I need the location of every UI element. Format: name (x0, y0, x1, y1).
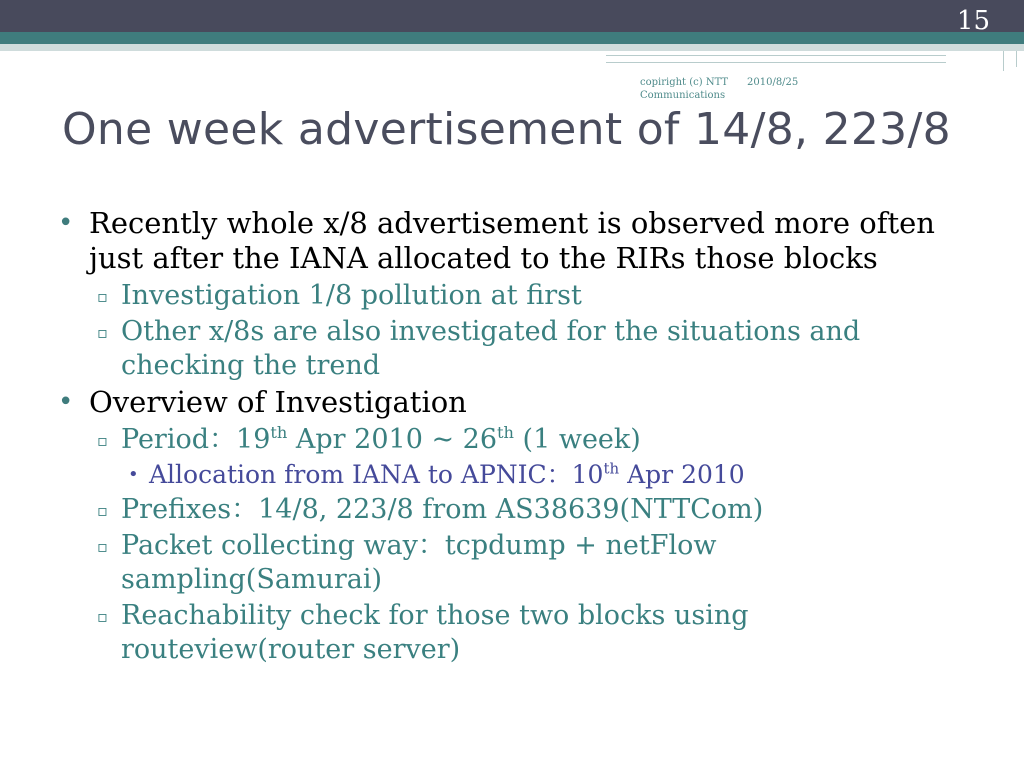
sub-bullet-item (58, 599, 958, 667)
sub-sub-bullet-text: Allocation from IANA to APNIC：10th Apr 2010 (149, 459, 745, 489)
bullet-item (58, 385, 958, 420)
slide-title: One week advertisement of 14/8, 223/8 (62, 104, 951, 155)
decorative-line (1003, 51, 1004, 71)
sub-bullet-item (58, 279, 958, 313)
sub-bullet-text: Investigation 1/8 pollution at first (121, 280, 582, 311)
decorative-line (606, 62, 946, 63)
sub-bullet-text: Packet collecting way：tcpdump + netFlow sampling(Samurai) (121, 530, 717, 595)
bullet-dot-icon: • (58, 387, 74, 417)
bullet-dot-icon: • (58, 208, 74, 238)
decorative-line (1016, 51, 1017, 67)
bullet-item (58, 206, 958, 276)
sub-bullet-text: Reachability check for those two blocks using routeview(router server) (121, 600, 749, 665)
slide-body (58, 206, 958, 669)
decorative-line (606, 55, 946, 56)
sub-bullet-item (58, 493, 958, 527)
bullet-square-icon: ▫ (97, 537, 108, 556)
slide-number: 15 (956, 6, 990, 36)
top-light-bar (0, 44, 1024, 51)
bullet-square-icon: ▫ (97, 431, 108, 450)
bullet-text: Overview of Investigation (89, 385, 467, 419)
bullet-square-icon: ▫ (97, 287, 108, 306)
sub-sub-bullet-item (58, 459, 958, 491)
sub-bullet-text: Period：19th Apr 2010 ~ 26th (1 week) (121, 423, 641, 455)
top-teal-bar (0, 32, 1024, 44)
bullet-text: Recently whole x/8 advertisement is observed more often just after the IANA allocated to the RIRs those blocks (89, 206, 935, 275)
bullet-dot-icon: • (128, 464, 139, 485)
bullet-square-icon: ▫ (97, 323, 108, 342)
sub-bullet-text: Prefixes：14/8, 223/8 from AS38639(NTTCom) (121, 494, 764, 525)
date-text: 2010/8/25 (747, 77, 799, 88)
sub-bullet-item (58, 423, 958, 457)
sub-bullet-item (58, 315, 958, 383)
sub-bullet-item (58, 529, 958, 597)
sub-bullet-text: Other x/8s are also investigated for the situations and checking the trend (121, 316, 861, 381)
bullet-square-icon: ▫ (97, 501, 108, 520)
bullet-square-icon: ▫ (97, 607, 108, 626)
top-dark-bar (0, 0, 1024, 32)
copyright-text: copiright (c) NTT Communications (640, 77, 729, 101)
